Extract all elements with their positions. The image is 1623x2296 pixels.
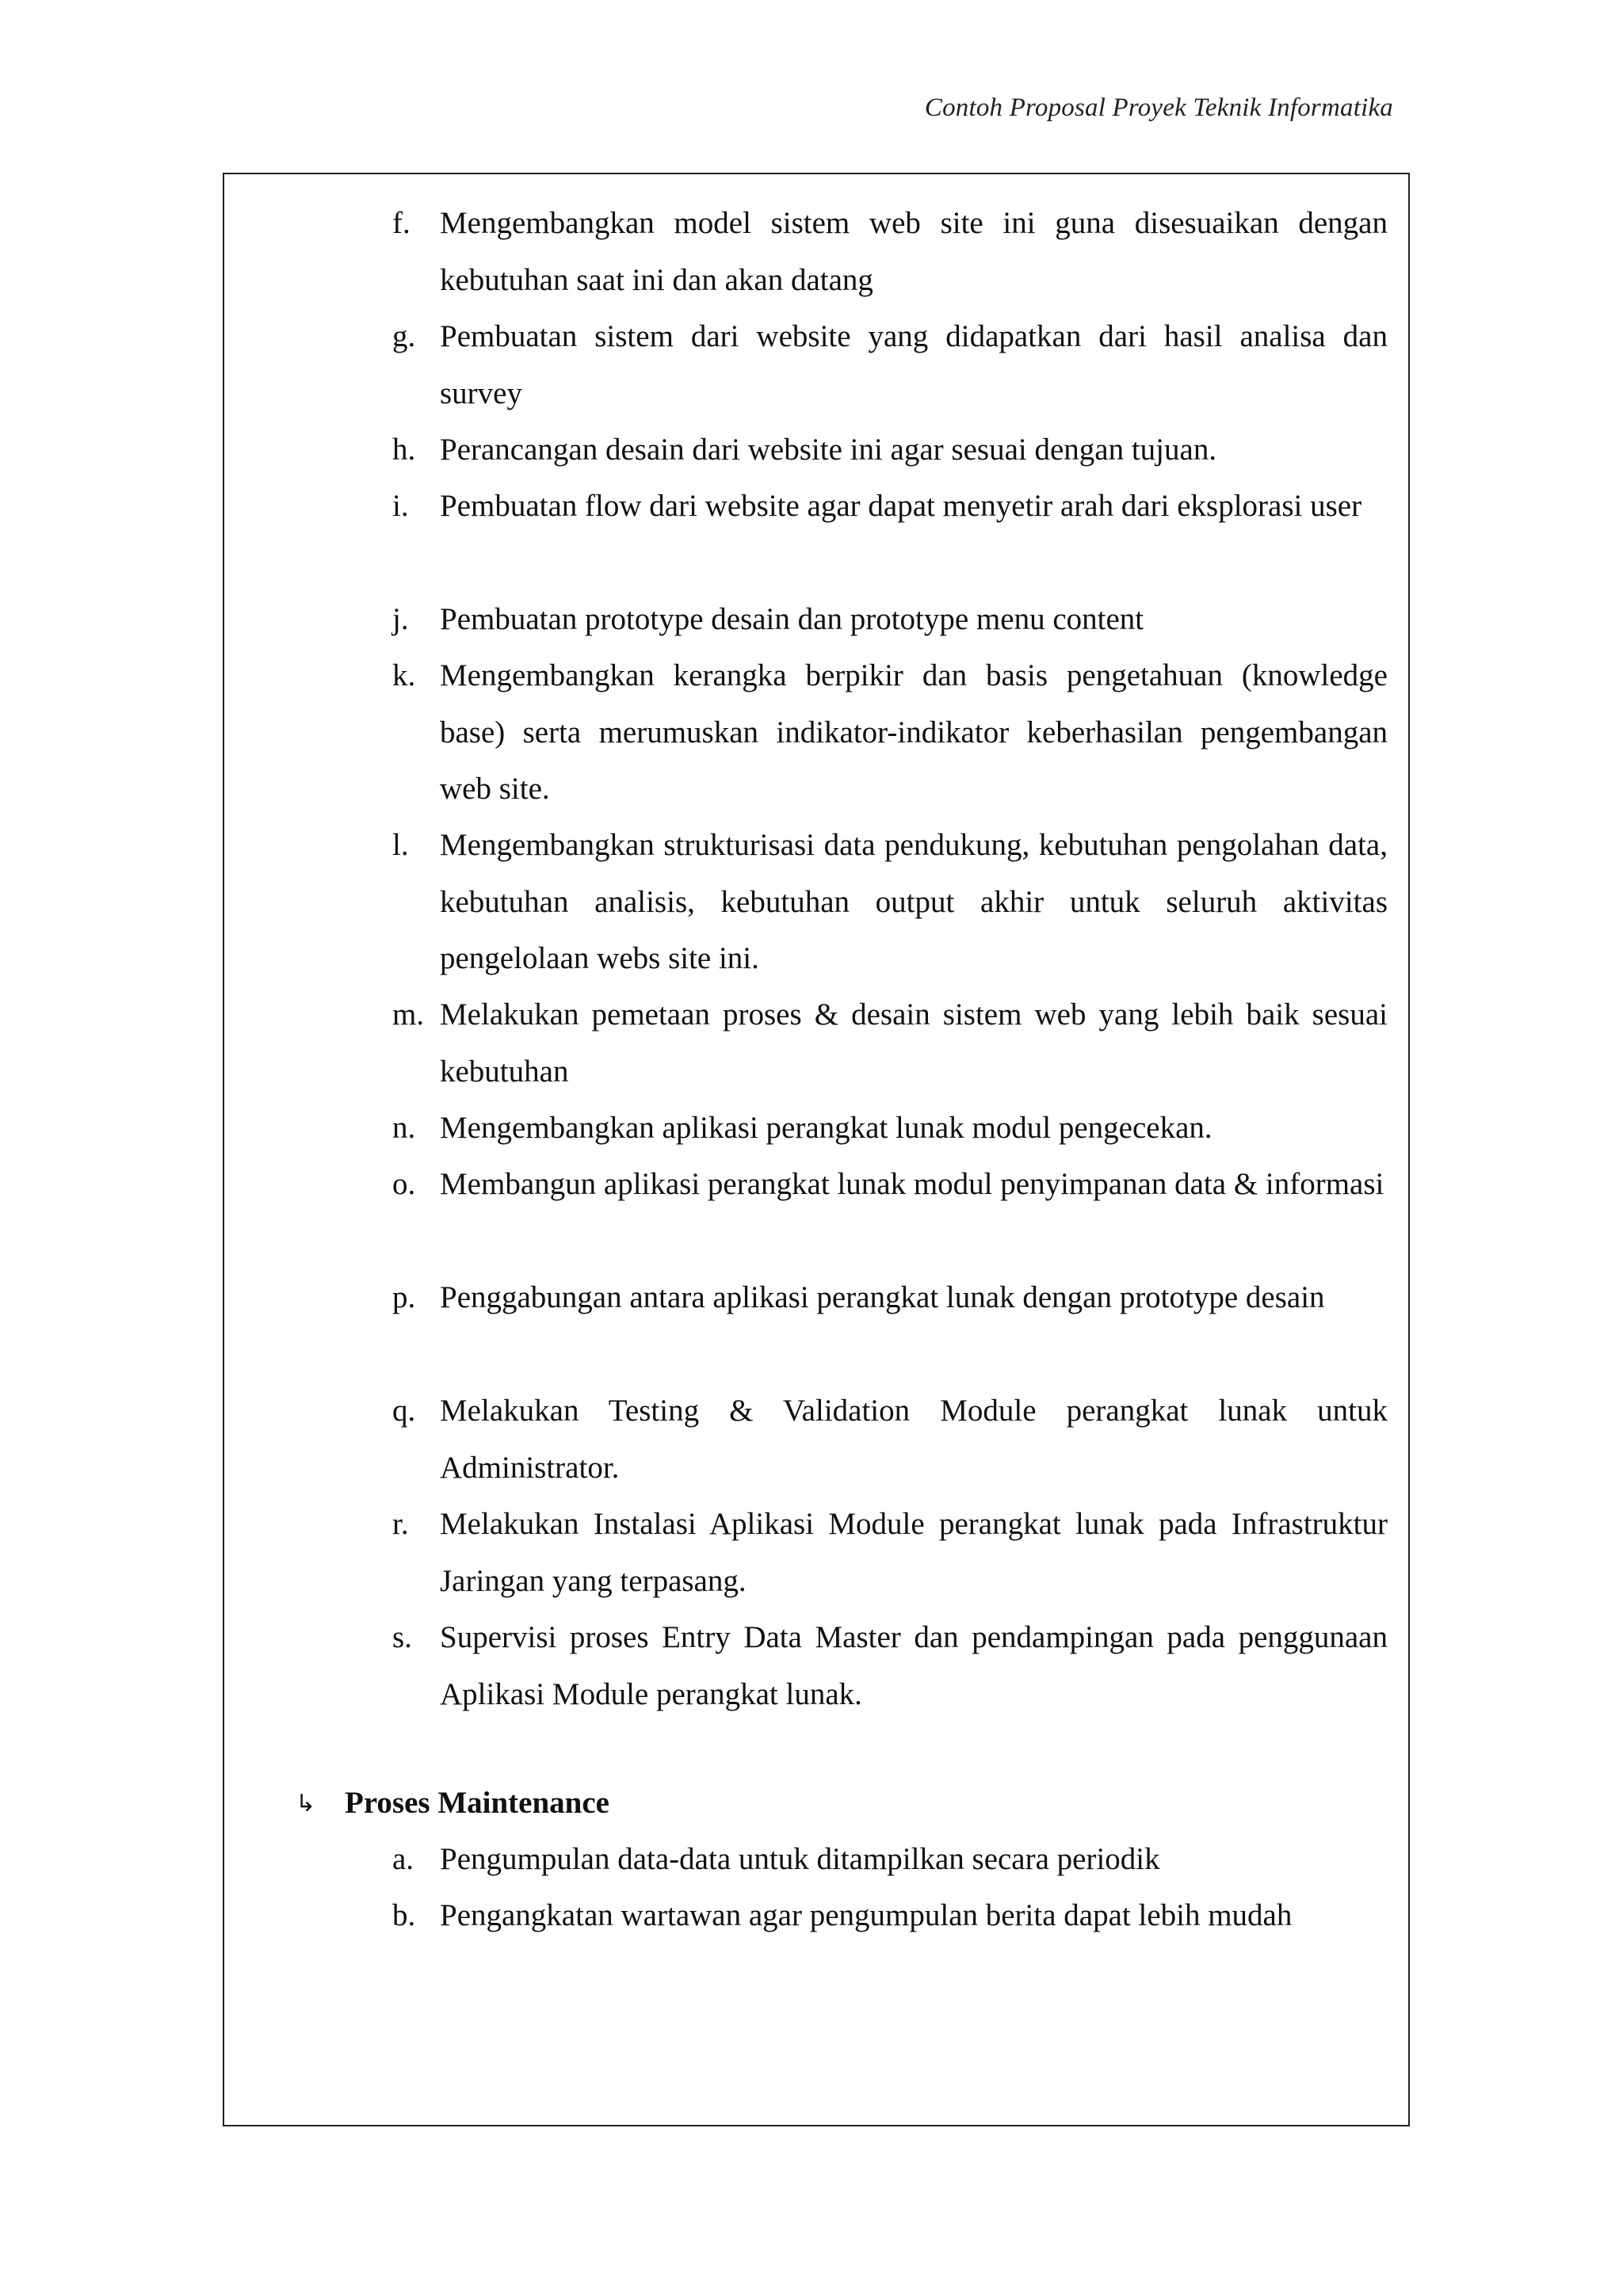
- list-letter: h.: [392, 433, 416, 467]
- list-item-k: [392, 647, 1388, 818]
- list-text: Perancangan desain dari website ini agar sesuai dengan tujuan.: [440, 433, 1217, 467]
- list-item-i: [392, 478, 1388, 535]
- list-letter: r.: [392, 1507, 409, 1541]
- section-title: Proses Maintenance: [345, 1786, 609, 1820]
- list-item-l: [392, 817, 1388, 987]
- maintenance-item-a: [392, 1831, 1388, 1888]
- list-letter: g.: [392, 319, 416, 353]
- list-text: Mengembangkan model sistem web site ini guna disesuaikan dengan kebutuhan saat ini dan akan datang: [440, 206, 1388, 297]
- list-text: Mengembangkan kerangka berpikir dan basis pengetahuan (knowledge base) serta merumuskan indikator-indikator keberhasilan pengembangan web site.: [440, 658, 1388, 806]
- maintenance-item-b: [392, 1887, 1388, 1944]
- list-letter: n.: [392, 1111, 416, 1145]
- list-item-p: [392, 1269, 1388, 1326]
- list-text: Mengembangkan aplikasi perangkat lunak modul pengecekan.: [440, 1111, 1212, 1145]
- list-text: Pembuatan flow dari website agar dapat menyetir arah dari eksplorasi user: [440, 489, 1362, 523]
- list-text: Supervisi proses Entry Data Master dan pendampingan pada penggunaan Aplikasi Module perangkat lunak.: [440, 1620, 1388, 1711]
- list-text: Mengembangkan strukturisasi data pendukung, kebutuhan pengolahan data, kebutuhan analisis, kebutuhan output akhir untuk seluruh aktivitas pengelolaan webs site ini.: [440, 828, 1388, 975]
- list-item-s: [392, 1609, 1388, 1722]
- content-frame: [223, 173, 1410, 2126]
- list-text: Melakukan Testing & Validation Module perangkat lunak untuk Administrator.: [440, 1394, 1388, 1485]
- list-letter: a.: [392, 1842, 414, 1876]
- list-text: Pengumpulan data-data untuk ditampilkan secara periodik: [440, 1842, 1160, 1876]
- list-letter: i.: [392, 489, 409, 523]
- list-item-r: [392, 1496, 1388, 1609]
- list-item-f: [392, 195, 1388, 308]
- list-letter: f.: [392, 206, 411, 240]
- list-letter: b.: [392, 1898, 416, 1932]
- list-text: Melakukan pemetaan proses & desain sistem web yang lebih baik sesuai kebutuhan: [440, 997, 1388, 1089]
- list-letter: p.: [392, 1280, 416, 1314]
- list-text: Pembuatan sistem dari website yang didapatkan dari hasil analisa dan survey: [440, 319, 1388, 410]
- list-letter: o.: [392, 1167, 416, 1201]
- list-letter: m.: [392, 997, 425, 1032]
- list-item-n: [392, 1100, 1388, 1157]
- list-letter: k.: [392, 658, 416, 692]
- list-item-g: [392, 308, 1388, 421]
- list-text: Pengangkatan wartawan agar pengumpulan berita dapat lebih mudah: [440, 1898, 1293, 1932]
- list-text: Penggabungan antara aplikasi perangkat lunak dengan prototype desain: [440, 1280, 1325, 1314]
- list-item-h: [392, 421, 1388, 479]
- list-text: Membangun aplikasi perangkat lunak modul penyimpanan data & informasi: [440, 1167, 1384, 1201]
- list-letter: l.: [392, 828, 409, 862]
- arrow-bullet-icon: ↳: [296, 1790, 316, 1817]
- list-item-q: [392, 1383, 1388, 1496]
- list-letter: j.: [392, 602, 409, 636]
- list-item-j: [392, 591, 1388, 648]
- list-text: Melakukan Instalasi Aplikasi Module perangkat lunak pada Infrastruktur Jaringan yang terpasang.: [440, 1507, 1388, 1598]
- list-letter: q.: [392, 1394, 416, 1428]
- list-text: Pembuatan prototype desain dan prototype menu content: [440, 602, 1144, 636]
- section-heading: [296, 1775, 609, 1833]
- page-header-title: Contoh Proposal Proyek Teknik Informatika: [924, 93, 1393, 122]
- list-item-m: [392, 986, 1388, 1100]
- list-item-o: [392, 1156, 1388, 1213]
- list-letter: s.: [392, 1620, 412, 1654]
